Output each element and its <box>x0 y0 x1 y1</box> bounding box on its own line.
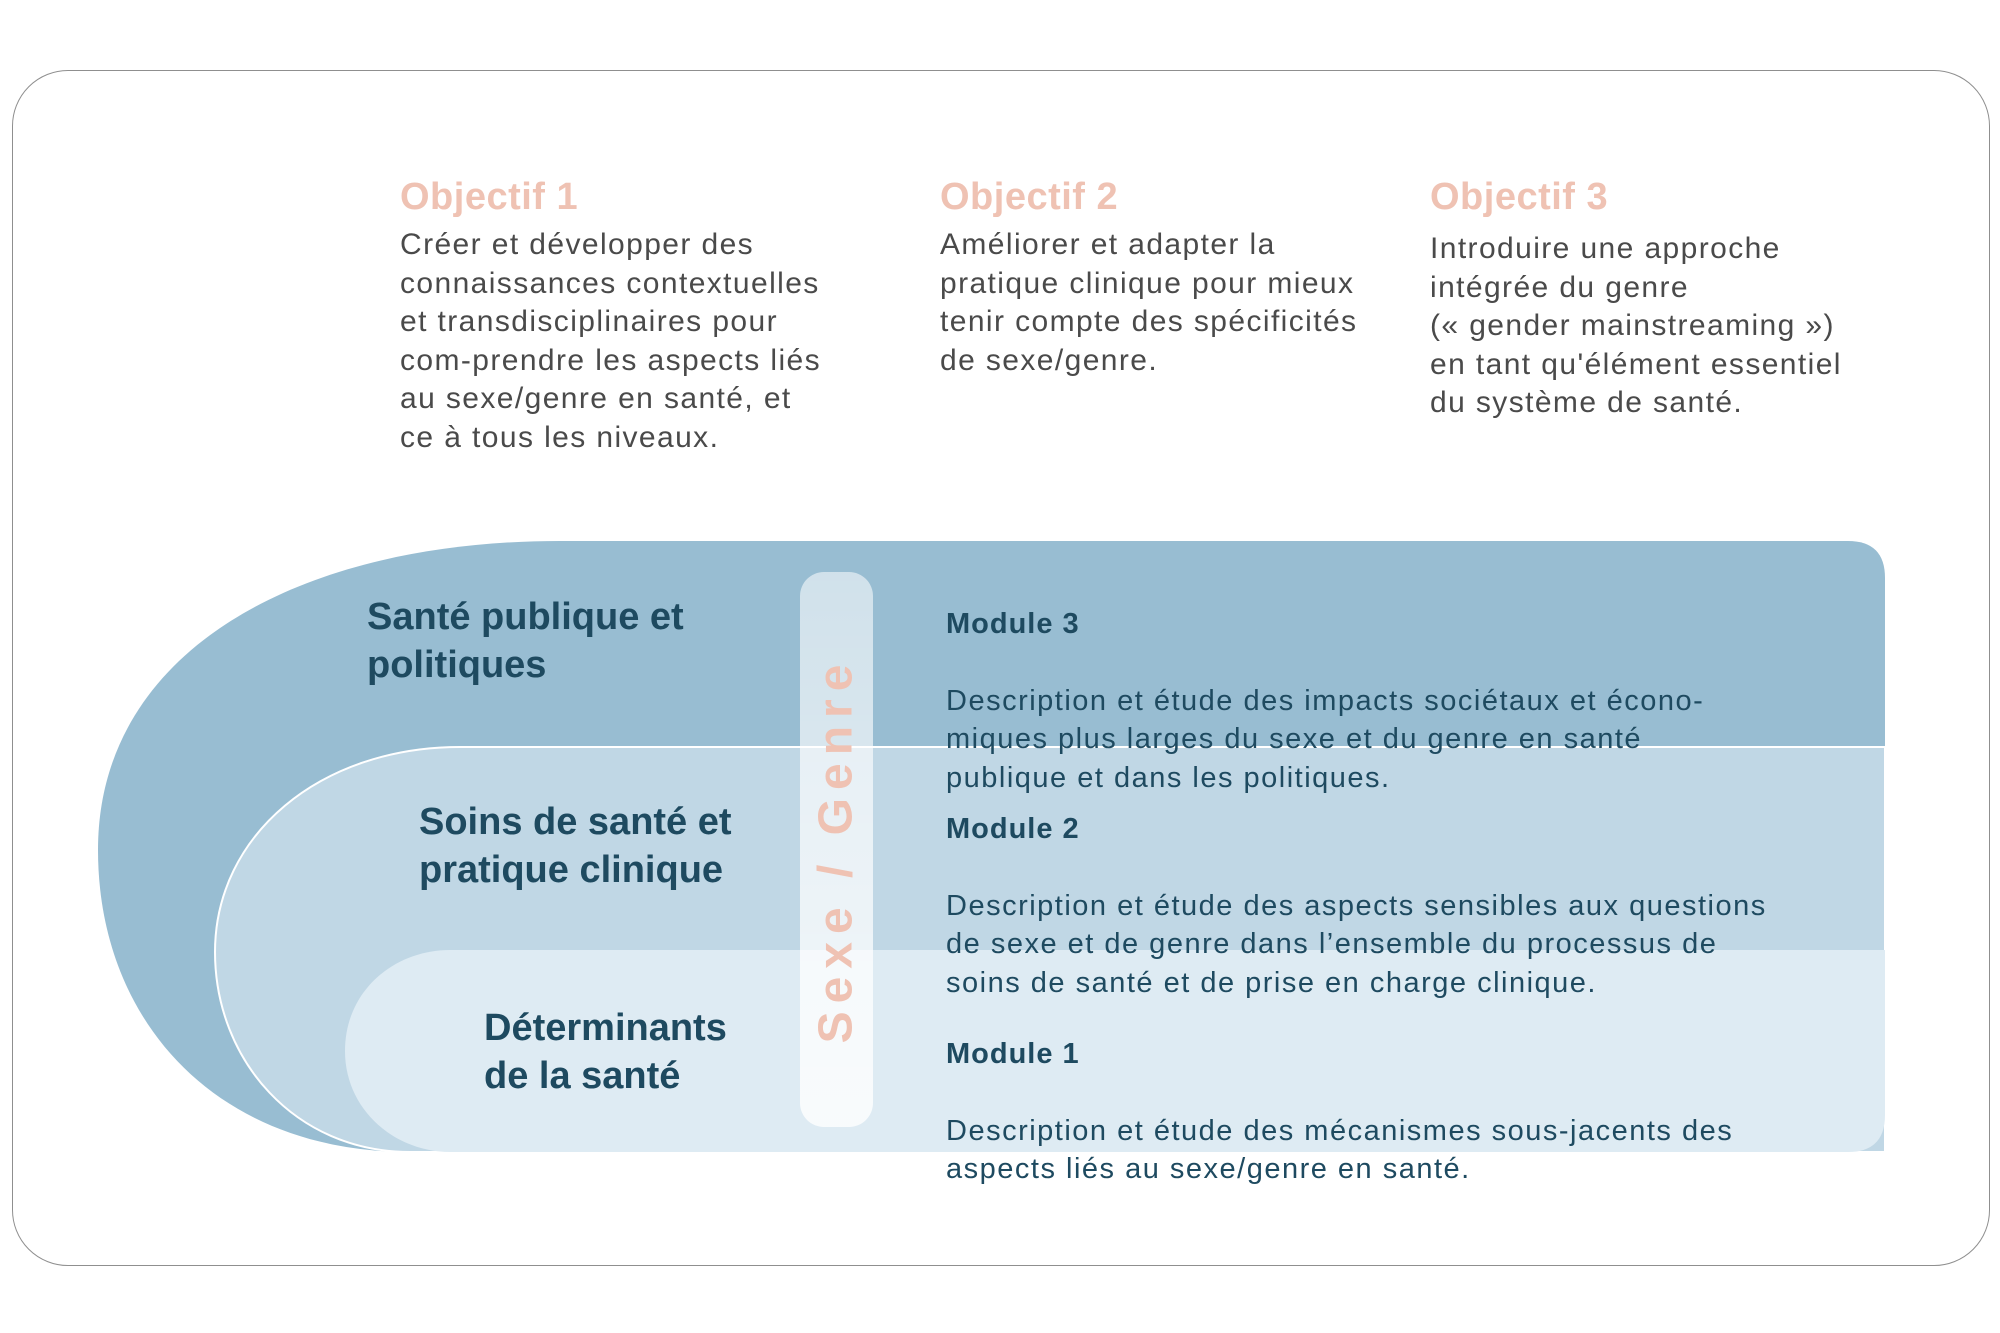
level-label-determinants: Déterminants de la santé <box>484 1007 727 1097</box>
sex-gender-label: Sexe / Genre <box>809 656 863 1044</box>
module-1-text: Description et étude des mécanismes sous-jacents des aspects liés au sexe/genre en santé. <box>946 1114 1734 1185</box>
objective-2-title: Objectif 2 <box>940 176 1119 218</box>
objective-1-title: Objectif 1 <box>400 176 579 218</box>
objective-3-text: Introduire une approche intégrée du genre (« gender mainstreaming ») en tant qu'élément essentiel du système de santé. <box>1430 232 1842 419</box>
module-1 <box>946 996 1733 1227</box>
level-label-public-health: Santé publique et politiques <box>367 596 684 686</box>
objective-2-text: Améliorer et adapter la pratique clinique pour mieux tenir compte des spécificités de sexe/genre. <box>940 228 1358 377</box>
module-2-title: Module 2 <box>946 812 1080 845</box>
module-2-text: Description et étude des aspects sensibles aux questions de sexe et de genre dans l’ensemble du processus de soins de santé et de prise en charge clinique. <box>946 889 1767 999</box>
objective-3-title: Objectif 3 <box>1430 176 1609 218</box>
module-3-text: Description et étude des impacts sociétaux et écono- miques plus larges du sexe et du genre en santé publique et dans les politiques. <box>946 684 1705 794</box>
module-1-title: Module 1 <box>946 1037 1080 1070</box>
objective-1-text: Créer et développer des connaissances contextuelles et transdisciplinaires pour com-prendre les aspects liés au sexe/genre en santé, et ce à tous les niveaux. <box>400 228 822 454</box>
level-label-clinical-practice: Soins de santé et pratique clinique <box>419 801 732 891</box>
module-3-title: Module 3 <box>946 607 1080 640</box>
